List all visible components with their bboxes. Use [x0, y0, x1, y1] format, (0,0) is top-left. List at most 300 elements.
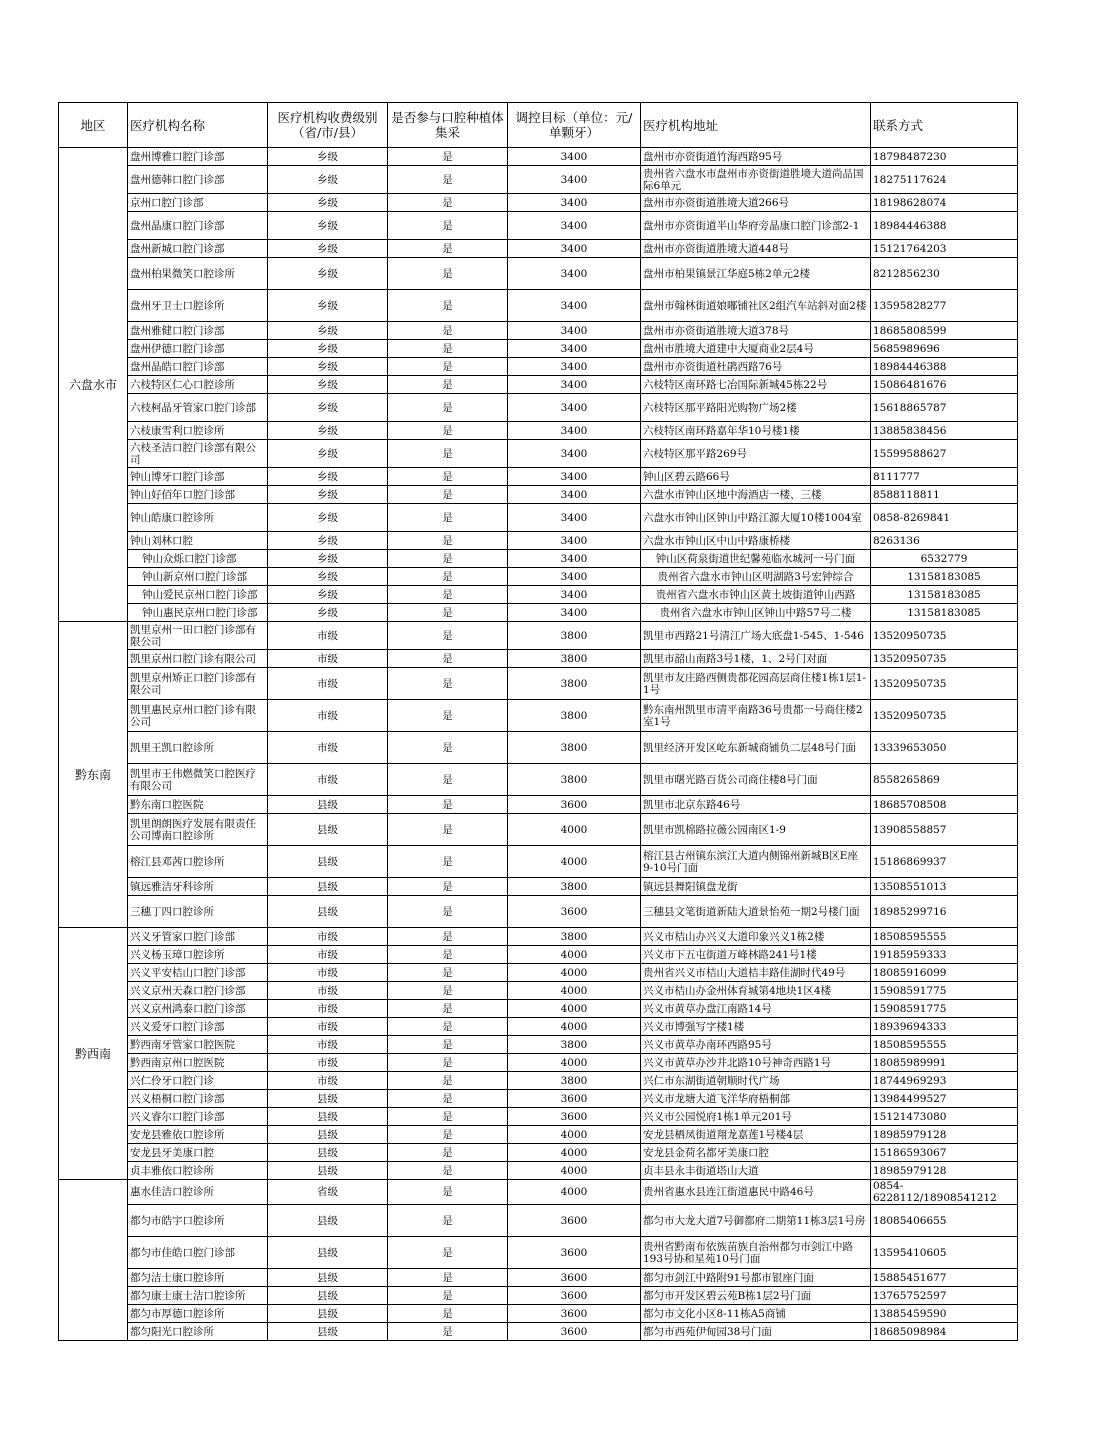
contact-cell [871, 846, 1018, 878]
address-cell [641, 468, 871, 486]
contact-text: 18198628074 [873, 196, 947, 209]
clinic-name-text: 兴仁伶牙口腔门诊 [130, 1074, 214, 1087]
participation-cell [388, 1018, 508, 1036]
clinic-name-text: 盘州晶康口腔门诊部 [130, 219, 225, 232]
participation-text: 是 [442, 606, 453, 619]
address-text: 黔东南州凯里市清平南路36号贵都一号商住楼2室1号 [643, 703, 863, 728]
clinic-name-cell [128, 1090, 268, 1108]
fee-level-text: 乡级 [317, 342, 338, 355]
participation-cell [388, 258, 508, 290]
clinic-name-text: 盘州伊德口腔门诊部 [130, 342, 225, 355]
fee-level-cell [268, 796, 388, 814]
participation-text: 是 [442, 948, 453, 961]
contact-text: 15121764203 [873, 242, 947, 255]
participation-text: 是 [442, 1214, 453, 1227]
address-text: 兴义市下五屯街道万峰林路241号1楼 [643, 948, 817, 961]
participation-cell [388, 668, 508, 700]
clinic-name-cell [128, 700, 268, 732]
contact-text: 13520950735 [873, 677, 947, 690]
participation-cell [388, 148, 508, 166]
price-target-cell [508, 964, 641, 982]
table-row [59, 166, 1018, 194]
clinic-name-text: 兴义京州天森口腔门诊部 [130, 984, 246, 997]
fee-level-cell [268, 440, 388, 468]
participation-text: 是 [442, 1020, 453, 1033]
table-row [59, 1090, 1018, 1108]
clinic-name-text: 兴义睿尔口腔门诊部 [130, 1110, 225, 1123]
clinic-name-text: 凯里惠民京州口腔门诊有限公司 [130, 703, 256, 728]
address-cell [641, 622, 871, 650]
fee-level-text: 乡级 [317, 488, 338, 501]
table-row [59, 586, 1018, 604]
contact-cell [871, 982, 1018, 1000]
fee-level-cell [268, 1205, 388, 1237]
header-price: 调控目标（单位：元/单颗牙） [508, 103, 641, 148]
price-target-cell [508, 846, 641, 878]
participation-text: 是 [442, 677, 453, 690]
price-target-text: 3600 [560, 1289, 588, 1302]
contact-cell [871, 376, 1018, 394]
price-target-text: 3800 [560, 677, 588, 690]
clinic-name-cell [128, 846, 268, 878]
address-cell [641, 650, 871, 668]
contact-text: 18985979128 [873, 1164, 947, 1177]
participation-text: 是 [442, 488, 453, 501]
clinic-name-cell [128, 240, 268, 258]
contact-text: 18985979128 [873, 1128, 947, 1141]
table-row [59, 878, 1018, 896]
table-row [59, 1237, 1018, 1269]
clinic-name-cell [128, 1162, 268, 1180]
clinic-name-cell [128, 258, 268, 290]
price-target-cell [508, 376, 641, 394]
contact-cell [871, 1054, 1018, 1072]
participation-text: 是 [442, 267, 453, 280]
fee-level-text: 乡级 [317, 588, 338, 601]
participation-cell [388, 650, 508, 668]
price-target-text: 3400 [560, 242, 588, 255]
price-target-cell [508, 532, 641, 550]
clinic-name-cell [128, 896, 268, 928]
fee-level-cell [268, 732, 388, 764]
region-cell: 黔西南 [59, 928, 128, 1180]
price-target-text: 3400 [560, 470, 588, 483]
contact-cell [871, 1108, 1018, 1126]
table-row [59, 212, 1018, 240]
price-target-cell [508, 1323, 641, 1341]
clinic-name-cell [128, 604, 268, 622]
price-target-text: 3800 [560, 773, 588, 786]
fee-level-text: 市级 [317, 930, 338, 943]
participation-cell [388, 1205, 508, 1237]
header-join: 是否参与口腔种植体集采 [388, 103, 508, 148]
fee-level-cell [268, 586, 388, 604]
contact-text: 8588118811 [873, 488, 940, 501]
clinic-name-text: 六枝特区仁心口腔诊所 [130, 378, 235, 391]
address-text: 凯里市凯棉路拉薇公园南区1-9 [643, 823, 786, 836]
price-target-cell [508, 1018, 641, 1036]
fee-level-text: 县级 [317, 1146, 338, 1159]
address-text: 兴义市黄草办沙井北路10号神奇西路1号 [643, 1056, 832, 1069]
participation-cell [388, 212, 508, 240]
contact-cell [871, 258, 1018, 290]
address-text: 钟山区荷泉街道世纪馨苑临水城河一号门面 [655, 552, 856, 565]
participation-text: 是 [442, 709, 453, 722]
clinic-name-text: 三穗丁四口腔诊所 [130, 905, 214, 918]
fee-level-text: 省级 [317, 1186, 338, 1198]
fee-level-cell [268, 1162, 388, 1180]
price-target-text: 4000 [560, 1164, 588, 1177]
fee-level-cell [268, 194, 388, 212]
address-cell [641, 422, 871, 440]
contact-cell [871, 700, 1018, 732]
address-cell [641, 358, 871, 376]
fee-level-text: 市级 [317, 948, 338, 961]
fee-level-text: 乡级 [317, 360, 338, 373]
table-row [59, 376, 1018, 394]
clinic-name-text: 凯里京州矫正口腔门诊部有限公司 [130, 671, 256, 696]
clinic-name-cell [128, 550, 268, 568]
clinic-name-cell [128, 732, 268, 764]
price-target-text: 4000 [560, 1186, 588, 1198]
address-cell [641, 1162, 871, 1180]
price-target-cell [508, 1036, 641, 1054]
contact-text: 18275117624 [873, 173, 947, 186]
clinic-name-text: 凯里朗朗医疗发展有限责任公司博南口腔诊所 [130, 817, 256, 842]
address-cell [641, 1054, 871, 1072]
price-target-text: 3400 [560, 447, 588, 460]
address-text: 盘州市胜境大道建中大厦商业2层4号 [643, 342, 814, 355]
participation-cell [388, 194, 508, 212]
clinic-name-text: 兴义平安桔山口腔门诊部 [130, 966, 246, 979]
clinic-name-cell [128, 440, 268, 468]
address-cell [641, 340, 871, 358]
fee-level-text: 乡级 [317, 299, 338, 312]
header-region: 地区 [59, 103, 128, 148]
contact-cell [871, 568, 1018, 586]
contact-cell [871, 504, 1018, 532]
address-text: 贵州省六盘水市钟山区钟山中路57号二楼 [659, 606, 852, 619]
clinic-name-text: 钟山刘林口腔 [130, 534, 193, 547]
address-cell [641, 376, 871, 394]
clinic-name-text: 都匀市佳皓口腔门诊部 [130, 1246, 235, 1259]
price-target-text: 3800 [560, 652, 588, 665]
table-row [59, 1180, 1018, 1205]
participation-text: 是 [442, 1002, 453, 1015]
fee-level-cell [268, 1323, 388, 1341]
fee-level-cell [268, 622, 388, 650]
price-target-cell [508, 1000, 641, 1018]
participation-text: 是 [442, 1038, 453, 1051]
fee-level-cell [268, 550, 388, 568]
price-target-text: 3400 [560, 401, 588, 414]
price-target-text: 3400 [560, 488, 588, 501]
fee-level-cell [268, 1072, 388, 1090]
price-target-cell [508, 982, 641, 1000]
clinic-name-cell [128, 148, 268, 166]
participation-cell [388, 532, 508, 550]
participation-cell [388, 700, 508, 732]
contact-cell [871, 896, 1018, 928]
address-cell [641, 1323, 871, 1341]
price-target-text: 3800 [560, 1038, 588, 1051]
contact-text: 13158183085 [907, 570, 981, 583]
clinic-name-text: 钟山好佰年口腔门诊部 [130, 488, 235, 501]
price-target-cell [508, 550, 641, 568]
participation-cell [388, 166, 508, 194]
clinic-name-text: 六枝柯晶牙管家口腔门诊部 [130, 401, 256, 414]
address-cell [641, 1180, 871, 1205]
contact-text: 8558265869 [873, 773, 940, 786]
clinic-name-cell [128, 1072, 268, 1090]
fee-level-cell [268, 322, 388, 340]
fee-level-cell [268, 896, 388, 928]
fee-level-text: 乡级 [317, 196, 338, 209]
participation-cell [388, 568, 508, 586]
contact-cell [871, 532, 1018, 550]
contact-cell [871, 486, 1018, 504]
price-target-text: 3800 [560, 930, 588, 943]
participation-text: 是 [442, 242, 453, 255]
fee-level-cell [268, 568, 388, 586]
fee-level-text: 市级 [317, 1038, 338, 1051]
contact-cell [871, 1269, 1018, 1287]
spreadsheet [58, 102, 1017, 1341]
price-target-cell [508, 1287, 641, 1305]
participation-text: 是 [442, 905, 453, 918]
participation-text: 是 [442, 1164, 453, 1177]
address-text: 盘州市柏果镇景江华庭5栋2单元2楼 [643, 267, 811, 280]
price-target-text: 3400 [560, 534, 588, 547]
participation-cell [388, 322, 508, 340]
contact-text: 8263136 [873, 534, 920, 547]
address-text: 凯里经济开发区屹东新城商铺负二层48号门面 [643, 741, 856, 754]
address-cell [641, 1000, 871, 1018]
clinic-name-cell [128, 622, 268, 650]
fee-level-text: 县级 [317, 1246, 338, 1259]
participation-text: 是 [442, 511, 453, 524]
participation-cell [388, 1305, 508, 1323]
contact-text: 13508551013 [873, 880, 947, 893]
address-cell [641, 166, 871, 194]
address-cell [641, 604, 871, 622]
fee-level-text: 乡级 [317, 324, 338, 337]
price-target-cell [508, 1090, 641, 1108]
address-text: 兴义市博强写字楼1楼 [643, 1020, 745, 1033]
participation-text: 是 [442, 1110, 453, 1123]
price-target-text: 3600 [560, 1092, 588, 1105]
contact-text: 18798487230 [873, 150, 947, 163]
price-target-cell [508, 1237, 641, 1269]
fee-level-cell [268, 982, 388, 1000]
fee-level-text: 乡级 [317, 173, 338, 186]
address-cell [641, 1036, 871, 1054]
address-cell [641, 1205, 871, 1237]
address-cell [641, 764, 871, 796]
address-text: 贵州省兴义市桔山大道桔丰路佳湖时代49号 [643, 966, 846, 979]
table-row [59, 550, 1018, 568]
contact-cell [871, 1287, 1018, 1305]
fee-level-text: 县级 [317, 1110, 338, 1123]
fee-level-text: 市级 [317, 709, 338, 722]
table-row [59, 322, 1018, 340]
price-target-text: 3600 [560, 905, 588, 918]
price-target-cell [508, 1269, 641, 1287]
participation-text: 是 [442, 880, 453, 893]
contact-cell [871, 650, 1018, 668]
price-target-text: 3800 [560, 629, 588, 642]
price-target-cell [508, 1126, 641, 1144]
fee-level-text: 乡级 [317, 534, 338, 547]
fee-level-cell [268, 668, 388, 700]
price-target-text: 4000 [560, 823, 588, 836]
fee-level-cell [268, 1090, 388, 1108]
address-text: 都匀市文化小区8-11栋A5商铺 [643, 1307, 786, 1320]
contact-text: 18939694333 [873, 1020, 947, 1033]
participation-text: 是 [442, 1056, 453, 1069]
participation-cell [388, 878, 508, 896]
price-target-cell [508, 928, 641, 946]
table-row [59, 796, 1018, 814]
table-row [59, 1287, 1018, 1305]
table-row [59, 764, 1018, 796]
fee-level-cell [268, 650, 388, 668]
table-row [59, 846, 1018, 878]
price-target-text: 3800 [560, 880, 588, 893]
contact-text: 18744969293 [873, 1074, 947, 1087]
table-row [59, 1126, 1018, 1144]
participation-text: 是 [442, 401, 453, 414]
participation-cell [388, 550, 508, 568]
table-row [59, 1305, 1018, 1323]
participation-cell [388, 394, 508, 422]
contact-cell [871, 1323, 1018, 1341]
clinic-name-cell [128, 1144, 268, 1162]
fee-level-text: 乡级 [317, 424, 338, 437]
address-text: 六枝特区南环路七冶国际新城45栋22号 [643, 378, 828, 391]
price-target-cell [508, 796, 641, 814]
table-row [59, 422, 1018, 440]
fee-level-cell [268, 1269, 388, 1287]
price-target-cell [508, 1054, 641, 1072]
price-target-cell [508, 240, 641, 258]
fee-level-cell [268, 1144, 388, 1162]
participation-cell [388, 240, 508, 258]
participation-text: 是 [442, 984, 453, 997]
clinic-name-cell [128, 532, 268, 550]
price-target-text: 3400 [560, 299, 588, 312]
table-row [59, 946, 1018, 964]
participation-text: 是 [442, 150, 453, 163]
clinic-name-text: 盘州雅健口腔门诊部 [130, 324, 225, 337]
contact-cell [871, 878, 1018, 896]
clinic-name-cell [128, 1287, 268, 1305]
table-row [59, 1323, 1018, 1341]
fee-level-cell [268, 964, 388, 982]
fee-level-cell [268, 532, 388, 550]
address-text: 兴义市黄草办盘江南路14号 [643, 1002, 772, 1015]
price-target-cell [508, 358, 641, 376]
fee-level-cell [268, 1108, 388, 1126]
clinic-name-text: 安龙县雅依口腔诊所 [130, 1128, 225, 1141]
contact-cell [871, 1090, 1018, 1108]
fee-level-text: 市级 [317, 677, 338, 690]
price-target-text: 3600 [560, 1271, 588, 1284]
address-cell [641, 322, 871, 340]
participation-text: 是 [442, 652, 453, 665]
participation-cell [388, 1269, 508, 1287]
fee-level-cell [268, 422, 388, 440]
price-target-text: 4000 [560, 1146, 588, 1159]
address-text: 六盘水市钟山区地中海酒店一楼、三楼 [643, 488, 822, 501]
address-text: 盘州市亦资街道竹海西路95号 [643, 150, 783, 163]
price-target-cell [508, 486, 641, 504]
clinic-name-text: 六枝圣洁口腔门诊部有限公司 [130, 441, 256, 466]
table-row [59, 650, 1018, 668]
participation-cell [388, 1323, 508, 1341]
fee-level-text: 市级 [317, 1056, 338, 1069]
address-text: 六枝特区南环路嘉年华10号楼1楼 [643, 424, 800, 437]
fee-level-text: 市级 [317, 1020, 338, 1033]
table-row [59, 668, 1018, 700]
clinic-name-text: 兴义杨玉璋口腔诊所 [130, 948, 225, 961]
address-text: 凯里市曙光路百货公司商住楼8号门面 [643, 773, 818, 786]
fee-level-cell [268, 358, 388, 376]
contact-text: 15186593067 [873, 1146, 947, 1159]
price-target-cell [508, 878, 641, 896]
contact-text: 5685989696 [873, 342, 940, 355]
participation-text: 是 [442, 1074, 453, 1087]
participation-cell [388, 946, 508, 964]
price-target-cell [508, 568, 641, 586]
price-target-text: 3800 [560, 741, 588, 754]
clinic-name-text: 钟山新京州口腔门诊部 [142, 570, 247, 583]
fee-level-text: 市级 [317, 629, 338, 642]
price-target-text: 3400 [560, 196, 588, 209]
participation-text: 是 [442, 470, 453, 483]
fee-level-cell [268, 212, 388, 240]
contact-text: 18508595555 [873, 1038, 947, 1051]
contact-text: 18685708508 [873, 798, 947, 811]
contact-cell [871, 240, 1018, 258]
fee-level-text: 县级 [317, 1289, 338, 1302]
contact-text: 13595828277 [873, 299, 947, 312]
address-cell [641, 1108, 871, 1126]
contact-text: 19185959333 [873, 948, 947, 961]
price-target-cell [508, 468, 641, 486]
contact-text: 13520950735 [873, 629, 947, 642]
contact-text: 18085406655 [873, 1214, 947, 1227]
fee-level-text: 乡级 [317, 378, 338, 391]
fee-level-cell [268, 700, 388, 732]
address-text: 盘州市亦资街道胜境大道378号 [643, 324, 790, 337]
table-row [59, 290, 1018, 322]
price-target-text: 3400 [560, 360, 588, 373]
fee-level-text: 县级 [317, 1307, 338, 1320]
clinic-name-cell [128, 796, 268, 814]
clinic-table [58, 102, 1018, 1341]
participation-cell [388, 586, 508, 604]
contact-cell [871, 194, 1018, 212]
participation-text: 是 [442, 1289, 453, 1302]
fee-level-cell [268, 878, 388, 896]
participation-text: 是 [442, 588, 453, 601]
table-row [59, 732, 1018, 764]
price-target-text: 3600 [560, 1325, 588, 1338]
clinic-name-text: 钟山博牙口腔门诊部 [130, 470, 225, 483]
participation-cell [388, 1162, 508, 1180]
clinic-name-cell [128, 568, 268, 586]
